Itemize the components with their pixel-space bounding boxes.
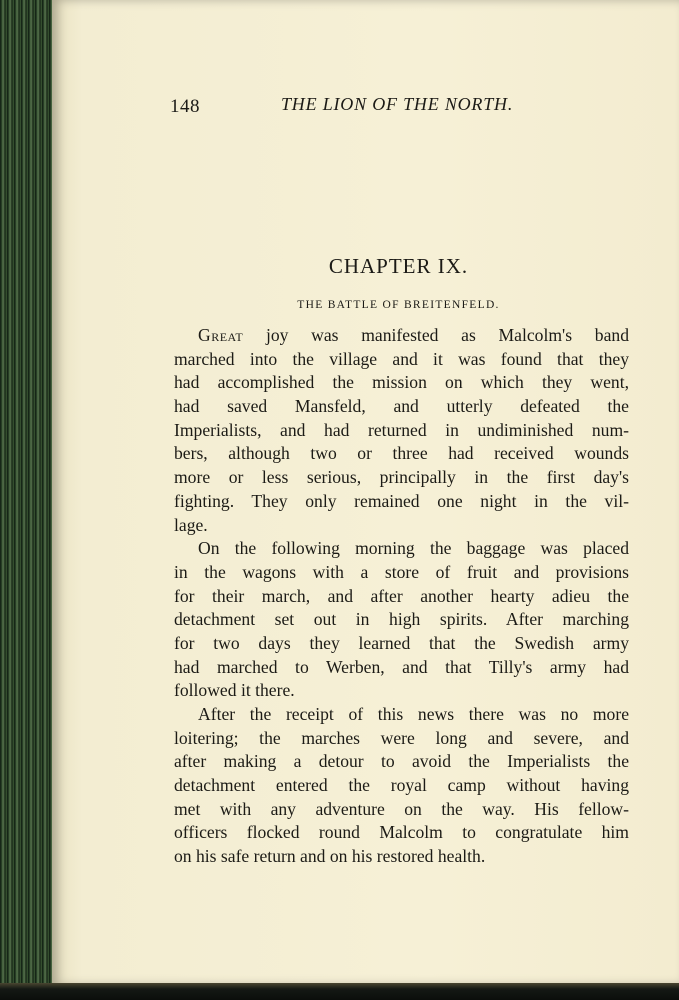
page-bottom-edge (0, 983, 679, 1000)
text-line: had accomplished the mission on which they went, (174, 372, 629, 393)
running-title: THE LION OF THE NORTH. (281, 94, 514, 114)
text-line: after making a detour to avoid the Imperialists the (174, 751, 629, 772)
page-header (170, 94, 560, 118)
text-line: for two days they learned that the Swedish army (174, 632, 629, 653)
page-number: 148 (170, 96, 200, 117)
text-line: bers, although two or three had received wounds (174, 443, 629, 464)
text-line: followed it there. (174, 680, 295, 701)
text-line: Great joy was manifested as Malcolm's band (198, 325, 629, 345)
text-line: fighting. They only remained one night in the vil- (174, 490, 629, 511)
text-line: Imperialists, and had returned in undiminished num- (174, 419, 629, 440)
chapter-heading (0, 254, 679, 311)
chapter-title: CHAPTER IX. (328, 254, 469, 278)
text-line: detachment set out in high spirits. After marching (174, 609, 629, 630)
text-line: lage. (174, 514, 208, 535)
text-line: on his safe return and on his restored health. (174, 846, 486, 867)
text-line: loitering; the marches were long and severe, and (174, 727, 629, 748)
text-line: On the following morning the baggage was placed (198, 538, 629, 559)
text-line: marched into the village and it was found that they (174, 348, 629, 369)
chapter-subtitle: THE BATTLE OF BREITENFELD. (297, 299, 500, 311)
text-line: After the receipt of this news there was no more (198, 704, 629, 724)
text-line: detachment entered the royal camp without having (174, 775, 629, 796)
text-line: had marched to Werben, and that Tilly's army had (174, 656, 629, 677)
text-line: met with any adventure on the way. His fellow- (174, 798, 629, 819)
page-edges (0, 0, 60, 1000)
text-line: more or less serious, principally in the first day's (174, 467, 629, 488)
text-line: had saved Mansfeld, and utterly defeated the (174, 396, 629, 417)
text-line: officers flocked round Malcolm to congratulate him (174, 822, 629, 843)
body-text (174, 324, 629, 869)
lead-word: Great (198, 325, 244, 345)
text-line: for their march, and after another hearty adieu the (174, 585, 629, 606)
text-line: in the wagons with a store of fruit and provisions (174, 561, 629, 582)
